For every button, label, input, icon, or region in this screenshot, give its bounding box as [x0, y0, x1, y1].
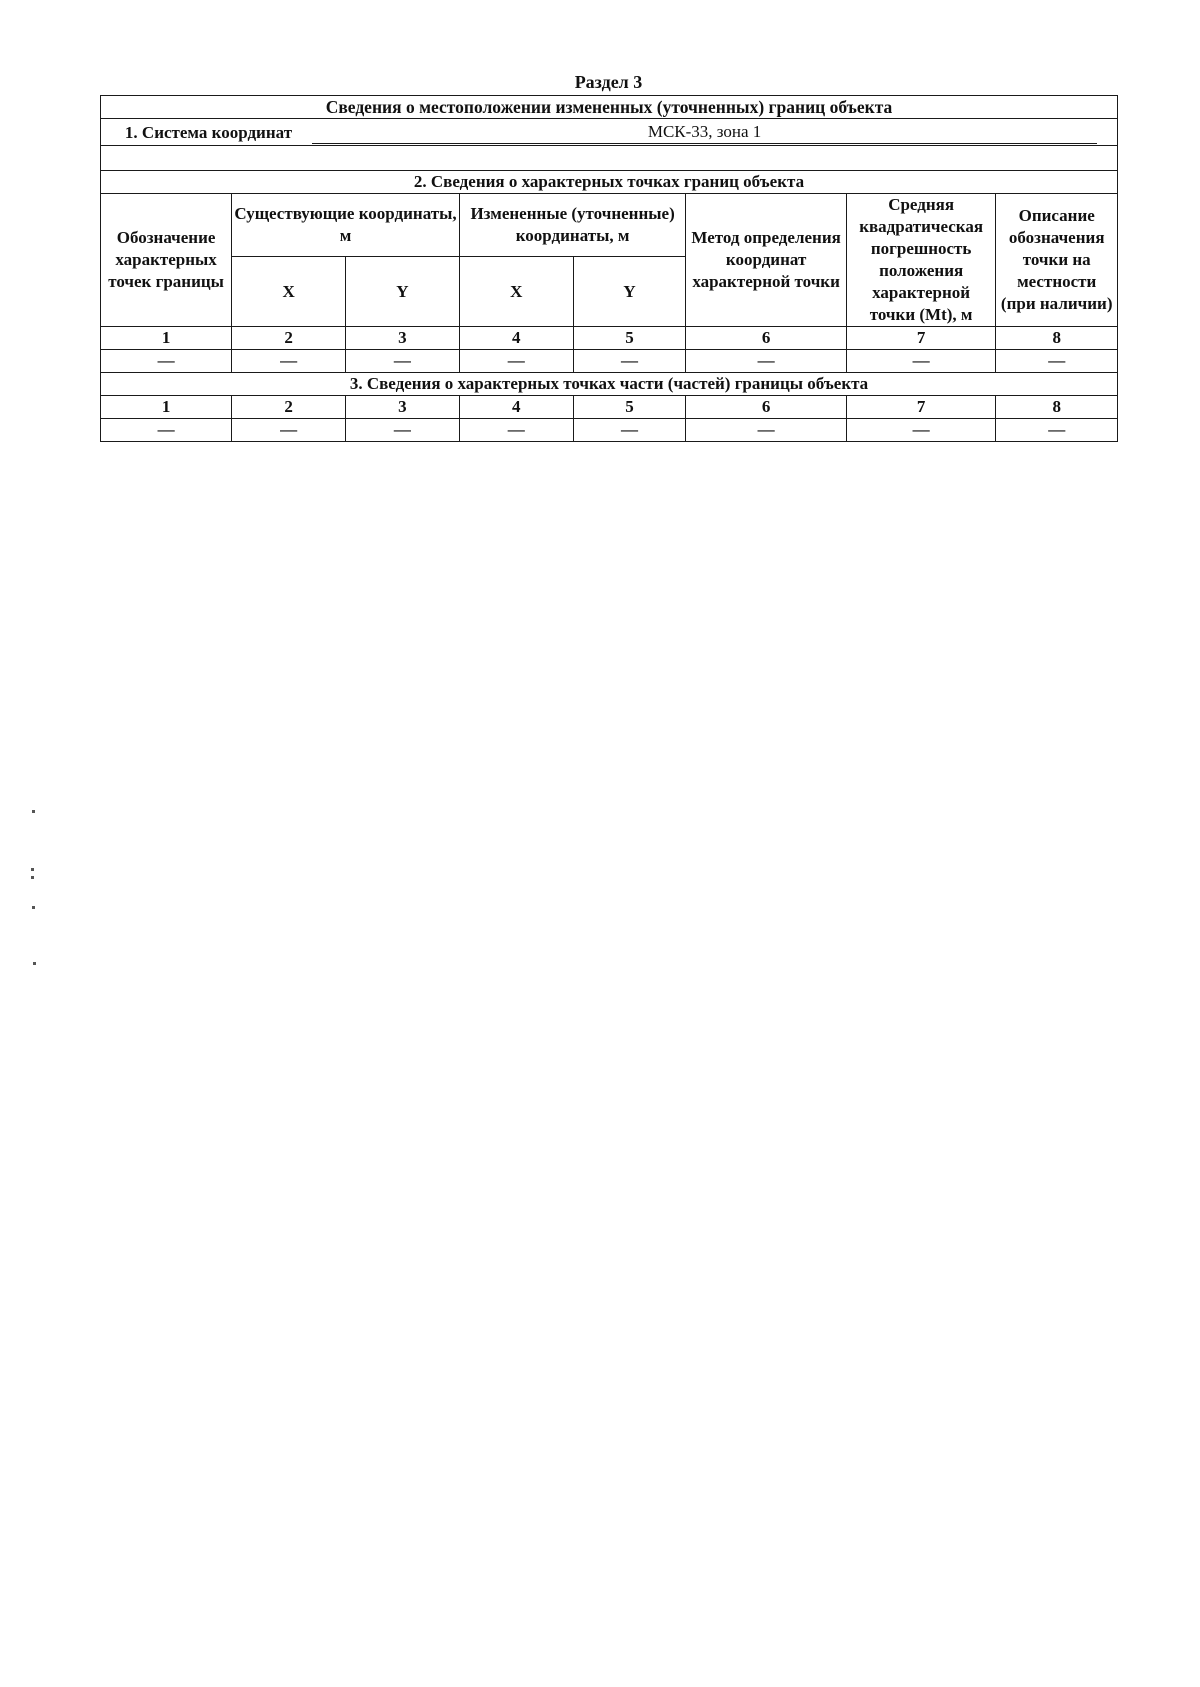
spacer-cell	[101, 146, 1118, 171]
header-refined-coords: Измененные (уточненные) координаты, м	[459, 194, 686, 257]
table-row	[101, 350, 1118, 373]
header-existing-y: Y	[346, 257, 460, 327]
table-cell: —	[846, 419, 996, 442]
table-cell: —	[232, 419, 346, 442]
column-number: 8	[996, 396, 1118, 419]
header-method: Метод определения координат характерной точки	[686, 194, 846, 327]
column-number: 2	[232, 396, 346, 419]
scan-artifact	[33, 962, 36, 965]
column-number: 1	[101, 396, 232, 419]
coordinate-system-label: 1. Система координат	[124, 122, 293, 142]
column-number: 5	[573, 327, 686, 350]
column-number: 4	[459, 396, 573, 419]
column-number: 1	[101, 327, 232, 350]
table-cell: —	[573, 350, 686, 373]
header-designation: Обозначение характерных точек границы	[101, 194, 232, 327]
table-cell: —	[996, 419, 1118, 442]
header-existing-x: X	[232, 257, 346, 327]
table-cell: —	[346, 419, 460, 442]
section-title: Сведения о местоположении измененных (уточненных) границ объекта	[101, 96, 1118, 119]
table-cell: —	[459, 419, 573, 442]
table-cell: —	[101, 419, 232, 442]
boundary-table	[100, 95, 1118, 442]
column-number: 8	[996, 327, 1118, 350]
table-cell: —	[996, 350, 1118, 373]
table-cell: —	[686, 350, 846, 373]
coordinate-system-value: МСК-33, зона 1	[312, 121, 1097, 144]
scan-artifact	[32, 906, 35, 909]
header-refined-y: Y	[573, 257, 686, 327]
table-cell: —	[232, 350, 346, 373]
column-number: 6	[686, 396, 846, 419]
scan-artifact	[31, 876, 34, 879]
table-cell: —	[686, 419, 846, 442]
column-number-row	[101, 396, 1118, 419]
coordinate-system-row	[101, 119, 1118, 146]
column-number: 2	[232, 327, 346, 350]
table-cell: —	[101, 350, 232, 373]
header-mean-error: Средняя квадратическая погрешность положения характерной точки (Mt), м	[846, 194, 996, 327]
part-points-title: 3. Сведения о характерных точках части (частей) границы объекта	[101, 373, 1118, 396]
scan-artifact	[32, 810, 35, 813]
column-number: 7	[846, 327, 996, 350]
column-number: 7	[846, 396, 996, 419]
header-refined-x: X	[459, 257, 573, 327]
column-number: 5	[573, 396, 686, 419]
column-number: 3	[346, 396, 460, 419]
table-cell: —	[346, 350, 460, 373]
table-cell: —	[573, 419, 686, 442]
table-cell: —	[459, 350, 573, 373]
table-row	[101, 419, 1118, 442]
header-description: Описание обозначения точки на местности (при наличии)	[996, 194, 1118, 327]
column-number: 3	[346, 327, 460, 350]
table-cell: —	[846, 350, 996, 373]
scan-artifact	[31, 868, 34, 871]
column-number: 6	[686, 327, 846, 350]
header-existing-coords: Существующие координаты, м	[232, 194, 460, 257]
column-number: 4	[459, 327, 573, 350]
characteristic-points-title: 2. Сведения о характерных точках границ объекта	[101, 171, 1118, 194]
column-number-row	[101, 327, 1118, 350]
section-heading: Раздел 3	[574, 72, 643, 92]
